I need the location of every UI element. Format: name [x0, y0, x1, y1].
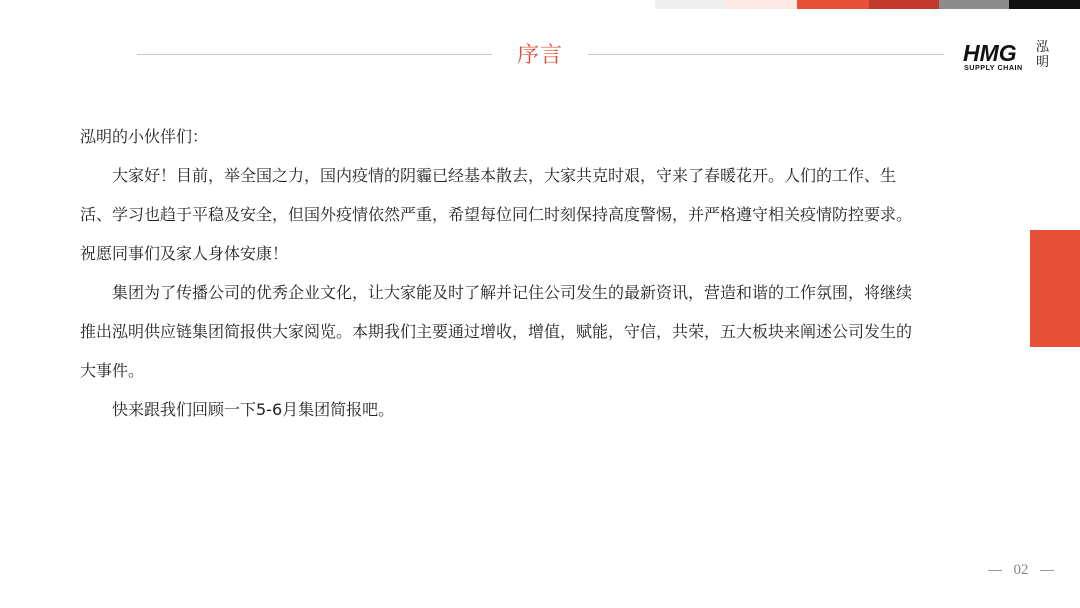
page-number-dash-left — [988, 570, 1002, 571]
top-bar-segment-3 — [797, 0, 869, 9]
logo-brand: HMG — [963, 40, 1017, 66]
logo-cn-mark: 泓明 — [1036, 40, 1050, 70]
greeting: 泓明的小伙伴们： — [80, 127, 209, 146]
paragraph-2-line-3: 大事件。 — [80, 361, 145, 380]
top-bar-segment-6 — [1009, 0, 1080, 9]
top-bar-segment-2 — [725, 0, 797, 9]
paragraph-1-line-1: 大家好！目前，举全国之力，国内疫情的阴霾已经基本散去，大家共克时艰，守来了春暖花开。人们的工作、生 — [112, 166, 897, 185]
page-number-dash-right — [1040, 570, 1054, 571]
preface-body — [80, 117, 980, 429]
top-bar-segment-1 — [655, 0, 725, 9]
page-number — [988, 562, 1054, 580]
paragraph-2 — [80, 273, 980, 390]
paragraph-2-line-2: 推出泓明供应链集团简报供大家阅览。本期我们主要通过增收，增值，赋能，守信，共荣，五大板块来阐述公司发生的 — [80, 322, 913, 341]
header-rule-left — [137, 54, 492, 55]
page-number-value: 02 — [1013, 562, 1029, 578]
page-title: 序言 — [516, 43, 563, 68]
right-accent-block — [1030, 230, 1080, 347]
paragraph-1-line-3: 祝愿同事们及家人身体安康！ — [80, 244, 289, 263]
paragraph-1-line-2: 活、学习也趋于平稳及安全，但国外疫情依然严重，希望每位同仁时刻保持高度警惕，并严格遵守相关疫情防控要求。 — [80, 205, 913, 224]
paragraph-1 — [80, 156, 980, 273]
logo-tagline: SUPPLY CHAIN — [964, 63, 1023, 72]
header-rule-right — [588, 54, 944, 55]
hmg-logo — [963, 42, 1073, 76]
top-bar-segment-5 — [939, 0, 1009, 9]
paragraph-3: 快来跟我们回顾一下5-6月集团简报吧。 — [112, 400, 395, 419]
top-bar-segment-4 — [869, 0, 939, 9]
paragraph-2-line-1: 集团为了传播公司的优秀企业文化，让大家能及时了解并记住公司发生的最新资讯，营造和谐的工作氛围，将继续 — [112, 283, 913, 302]
